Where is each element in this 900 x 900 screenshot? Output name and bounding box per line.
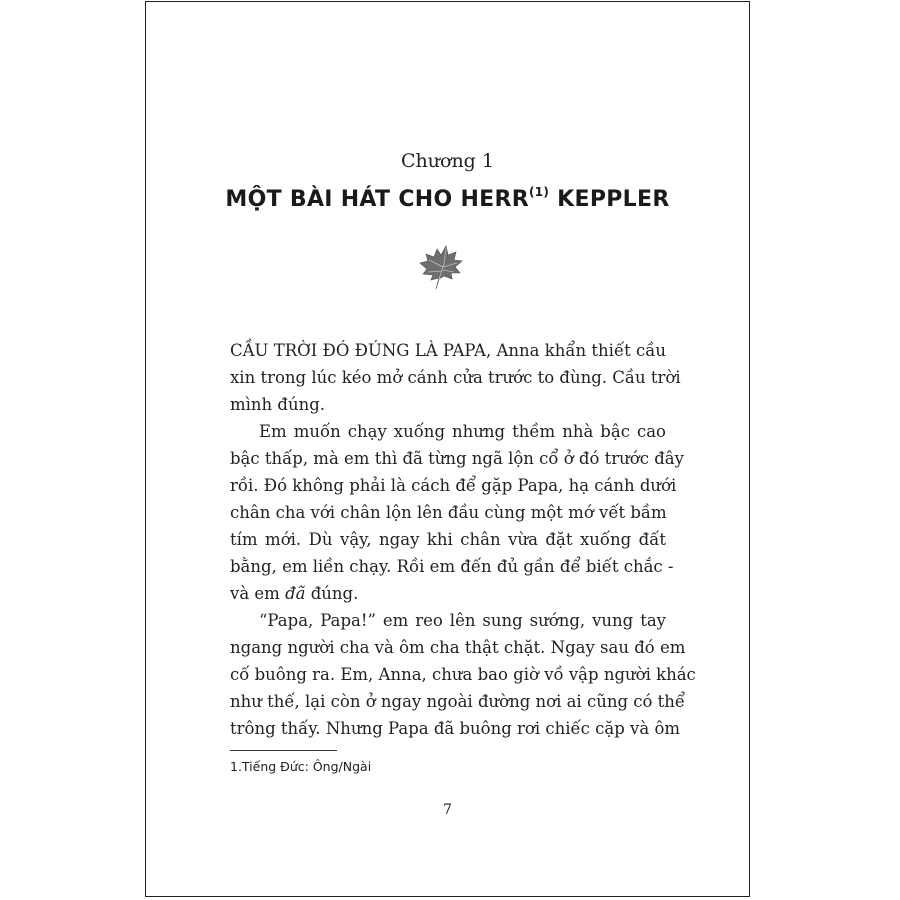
- text-line: trông thấy. Nhưng Papa đã buông rơi chiếc cặp và ôm: [230, 719, 681, 738]
- chapter-body: [230, 337, 696, 742]
- text-line: cố buông ra. Em, Anna, chưa bao giờ vồ vập người khác: [230, 665, 696, 684]
- text-line: chân cha với chân lộn lên đầu cùng một mớ vết bầm: [230, 503, 667, 522]
- text-line: “Papa, Papa!” em reo lên sung sướng, vung tay: [259, 611, 666, 630]
- text-line: ngang người cha và ôm cha thật chặt. Ngay sau đó em: [230, 638, 686, 657]
- text-line: mình đúng.: [230, 395, 326, 414]
- paragraph-1: [230, 337, 681, 418]
- text-line: tím mới. Dù vậy, ngay khi chân vừa đặt xuống đất: [230, 530, 666, 549]
- text-line: rồi. Đó không phải là cách để gặp Papa, hạ cánh dưới: [230, 476, 677, 495]
- text-line: bằng, em liền chạy. Rồi em đến đủ gần để biết chắc -: [230, 557, 674, 576]
- footnote-marker: (1): [528, 185, 550, 199]
- text-line: như thế, lại còn ở ngay ngoài đường nơi ai cũng có thể: [230, 692, 686, 711]
- chapter-label: Chương 1: [401, 150, 494, 172]
- book-page: [145, 1, 750, 897]
- footnote: 1.Tiếng Đức: Ông/Ngài: [230, 759, 372, 774]
- maple-leaf-icon: [416, 242, 466, 292]
- lead-in-caps: CẦU TRỜI ĐÓ ĐÚNG LÀ PAPA: [230, 341, 486, 360]
- text-line: bậc thấp, mà em thì đã từng ngã lộn cổ ở đó trước đây: [230, 449, 684, 468]
- page-number: 7: [443, 802, 452, 818]
- chapter-title-main: MỘT BÀI HÁT CHO HERR: [225, 187, 529, 212]
- chapter-title: [146, 185, 749, 212]
- text-line: xin trong lúc kéo mở cánh cửa trước to đùng. Cầu trời: [230, 368, 681, 387]
- text-line: Em muốn chạy xuống nhưng thềm nhà bậc cao: [259, 422, 666, 441]
- paragraph-2: [230, 418, 684, 607]
- chapter-title-end: KEPPLER: [549, 187, 670, 212]
- footnote-divider: [230, 750, 337, 751]
- emphasis: đã: [285, 584, 306, 603]
- text-line: và em đã đúng.: [230, 584, 359, 603]
- text-line: CẦU TRỜI ĐÓ ĐÚNG LÀ PAPA, Anna khẩn thiết cầu: [230, 341, 666, 360]
- paragraph-3: [230, 607, 696, 742]
